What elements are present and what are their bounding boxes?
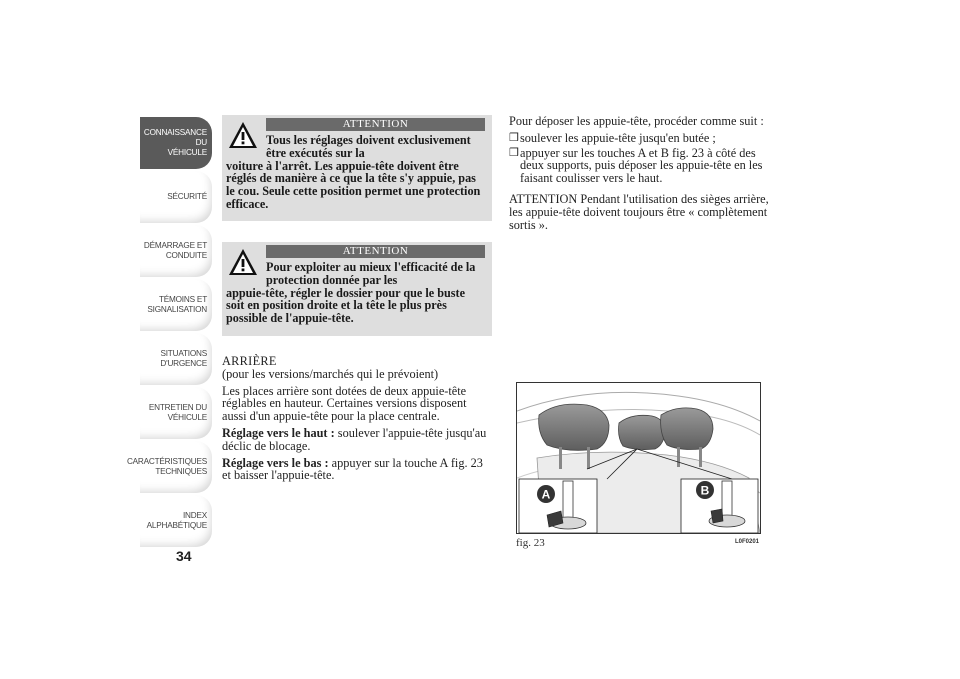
rear-headrests-illustration [517,383,760,533]
attention-text-first: Tous les réglages doivent exclusivement être exécutés sur la [266,133,471,160]
tab-index-alphabetique[interactable]: INDEX ALPHABÉTIQUE [140,495,212,547]
warning-triangle-icon [228,248,258,276]
paragraph-text: appuyer sur la touche A fig. 23 et baisser l'appuie-tête. [222,455,483,483]
left-column [222,355,494,486]
warning-triangle-icon [228,121,258,149]
headrest-left [539,404,609,450]
attention-text-rest: voiture à l'arrêt. Les appuie-tête doivent être réglés de manière à ce que la tête s'y appuie, pas le cou. Seule cette position permet une protection efficace. [226,158,481,211]
checkbox-bullet-icon: ❒ [509,146,519,159]
attention-title: ATTENTION [266,245,485,258]
tab-caracteristiques-techniques[interactable]: CARACTÉRISTIQUES TECHNIQUES [140,441,212,493]
list-item [509,132,779,145]
tab-demarrage-et-conduite[interactable]: DÉMARRAGE ET CONDUITE [140,225,212,277]
paragraph [222,427,494,453]
figure-code: L0F0201 [735,539,760,545]
list-item-text: soulever les appuie-tête jusqu'en butée ; [520,130,716,145]
list-item [509,147,779,185]
figure-caption: fig. 23 [516,537,545,549]
figure-rear-headrests [516,382,761,534]
intro-paragraph: Pour déposer les appuie-tête, procéder comme suit : [509,114,764,128]
attention-text [226,134,485,211]
attention-title: ATTENTION [266,118,485,131]
label-b: B [700,483,710,498]
tab-securite[interactable]: SÉCURITÉ [140,171,212,223]
paragraph [222,457,494,483]
right-column [509,115,779,235]
tab-temoins-et-signalisation[interactable]: TÉMOINS ET SIGNALISATION [140,279,212,331]
headrest-right [661,408,713,450]
section-subheading: (pour les versions/marchés qui le prévoient) [222,366,439,381]
attention-paragraph: ATTENTION Pendant l'utilisation des sièges arrière, les appuie-tête doivent toujours être « complètement sortis ». [509,191,769,232]
bold-label: Réglage vers le bas : [222,455,329,470]
attention-box-1 [222,115,492,221]
tab-entretien-du-vehicule[interactable]: ENTRETIEN DU VÉHICULE [140,387,212,439]
attention-text-rest: appuie-tête, régler le dossier pour que le buste soit en position droite et la tête le plus près possible de l'appuie-tête. [226,285,465,326]
paragraph: Les places arrière sont dotées de deux appuie-tête réglables en hauteur. Certaines versions disposent aussi d'un appuie-tête pour la place centrale. [222,383,467,424]
label-a: A [541,487,551,502]
attention-text [226,261,485,325]
attention-text-first: Pour exploiter au mieux l'efficacité de la protection donnée par les [266,260,476,287]
tab-situations-d-urgence[interactable]: SITUATIONS D'URGENCE [140,333,212,385]
page-number: 34 [176,548,192,564]
attention-box-2 [222,242,492,336]
paragraph-text: soulever l'appuie-tête jusqu'au déclic de blocage. [222,425,487,453]
bold-label: Réglage vers le haut : [222,425,335,440]
section-heading: ARRIÈRE [222,354,277,368]
tab-connaissance-du-vehicule[interactable]: CONNAISSANCE DU VÉHICULE [140,117,212,169]
headrest-center [619,415,666,449]
checkbox-bullet-icon: ❒ [509,131,519,144]
list-item-text: appuyer sur les touches A et B fig. 23 à côté des deux supports, puis déposer les appuie-tête en les faisant coulisser vers le haut. [520,145,763,186]
